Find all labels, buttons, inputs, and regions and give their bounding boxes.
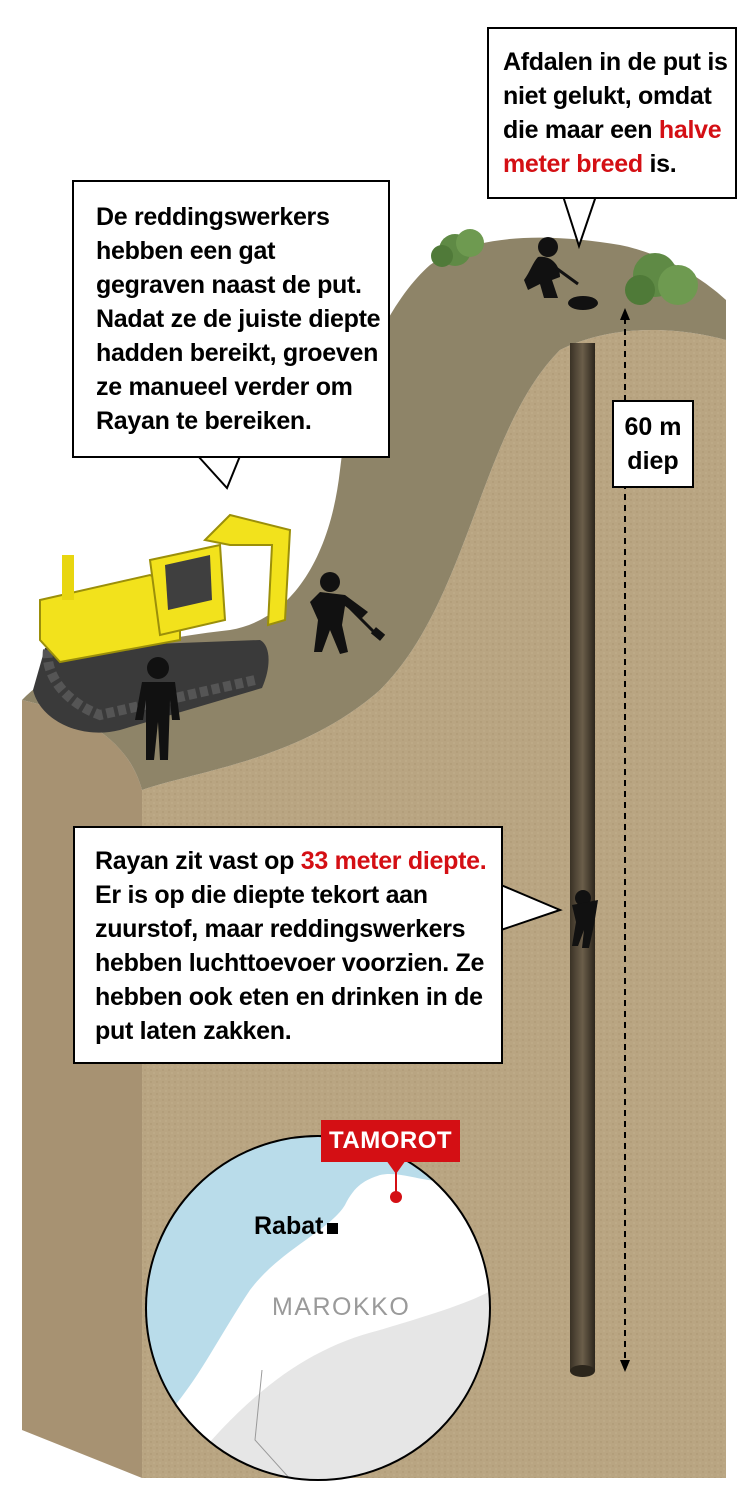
highlight-text: meter breed xyxy=(503,150,643,178)
tamorot-marker xyxy=(390,1191,402,1203)
callout-text-line: Rayan zit vast op xyxy=(95,847,301,875)
callout-text-line: hebben een gat xyxy=(96,237,276,265)
callout-well-width xyxy=(487,27,737,199)
callout-text-line: ze manueel verder om xyxy=(96,373,353,401)
callout-text-line: hebben ook eten en drinken in de xyxy=(95,983,483,1011)
callout-text-line: gegraven naast de put. xyxy=(96,271,362,299)
callout-text-line: Nadat ze de juiste diepte xyxy=(96,305,381,333)
callout-text-line: Rayan te bereiken. xyxy=(96,407,312,435)
callout-top-pointer xyxy=(563,196,596,246)
callout-text-line: put laten zakken. xyxy=(95,1017,292,1045)
country-label: MAROKKO xyxy=(272,1293,411,1321)
depth-value: 60 m xyxy=(624,413,682,441)
callout-text-line: Afdalen in de put is xyxy=(503,48,728,76)
callout-text-line: hebben luchttoevoer voorzien. Ze xyxy=(95,949,485,977)
callout-rayan xyxy=(73,826,503,1064)
callout-text-line: zuurstof, maar reddingswerkers xyxy=(95,915,466,943)
callout-dig-pointer xyxy=(198,456,240,488)
well-shaft xyxy=(570,343,595,1371)
highlight-text: 33 meter diepte. xyxy=(300,847,487,875)
callout-text-line: De reddingswerkers xyxy=(96,203,330,231)
highlight-text: halve xyxy=(658,116,722,144)
callout-text-line: niet gelukt, omdat xyxy=(503,82,712,110)
callout-text-line: is. xyxy=(642,150,677,178)
town-label: TAMOROT xyxy=(321,1120,460,1162)
callout-text-line: hadden bereikt, groeven xyxy=(96,339,379,367)
city-label: Rabat xyxy=(254,1212,324,1240)
callout-text-line: Er is op die diepte tekort aan xyxy=(95,881,428,909)
soil-front-face xyxy=(22,700,142,1478)
well-opening xyxy=(568,296,598,310)
city-marker xyxy=(327,1223,338,1234)
callout-digging xyxy=(72,180,390,458)
depth-label xyxy=(612,400,694,488)
callout-text-line: die maar een xyxy=(503,116,659,144)
depth-unit: diep xyxy=(627,447,679,475)
